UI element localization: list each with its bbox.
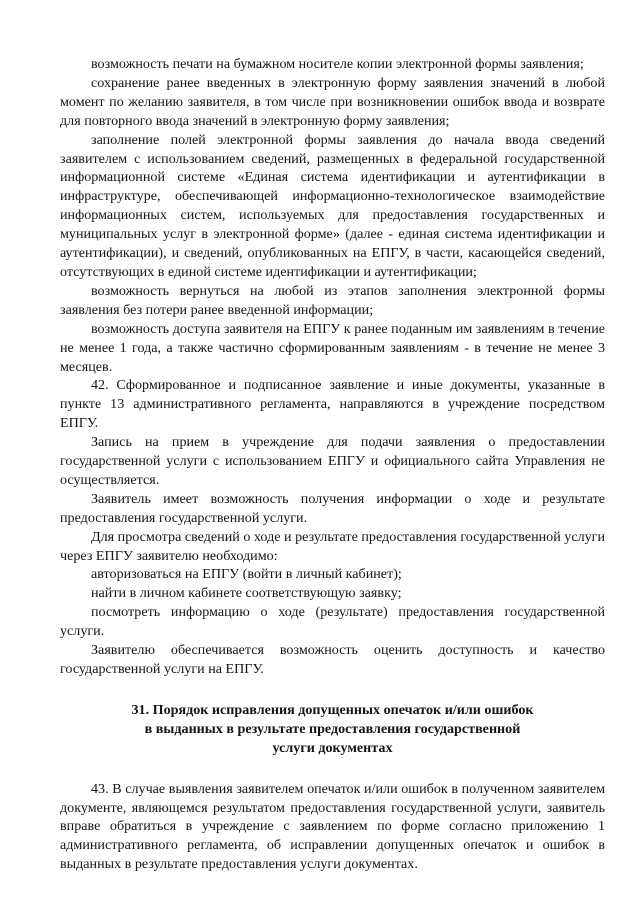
paragraph-find-request: найти в личном кабинете соответствующую заявку; <box>91 585 402 602</box>
paragraph-43: 43. В случае выявления заявителем опечаток и/или ошибок в полученном заявителем документе, являющемся результатом предоставления государственной услуги, заявитель вправе обратиться в учреждение с заявлением по форме согласно приложению 1 административного регламента, об исправлении допущенных опечаток и ошибок в выданных в результате предоставления услуги документах. <box>60 780 605 873</box>
paragraph-print-copy: возможность печати на бумажном носителе копии электронной формы заявления; <box>91 56 584 72</box>
section-heading-line: в выданных в результате предоставления государственной <box>144 720 521 737</box>
paragraph-status-info: Заявитель имеет возможность получения информации о ходе и результате предоставления государственной услуги. <box>60 490 605 526</box>
paragraph-42: 42. Сформированное и подписанное заявление и иные документы, указанные в пункте 13 административного регламента, направляются в учреждение посредством ЕПГУ. <box>60 377 605 432</box>
paragraph-authorize: авторизоваться на ЕПГУ (войти в личный кабинет); <box>91 566 402 583</box>
section-heading-line: 31. Порядок исправления допущенных опечаток и/или ошибок <box>131 701 534 718</box>
paragraph-view-status: Для просмотра сведений о ходе и результате предоставления государственной услуги через ЕПГУ заявителю необходимо: <box>60 528 605 564</box>
paragraph-quality-rating: Заявителю обеспечивается возможность оценить доступность и качество государственной услуги на ЕПГУ. <box>60 642 605 677</box>
section-spacer <box>60 758 605 780</box>
paragraph-view-result: посмотреть информацию о ходе (результате) предоставления государственной услуги. <box>60 604 605 640</box>
document-page <box>60 55 605 874</box>
paragraph-autofill: заполнение полей электронной формы заявления до начала ввода сведений заявителем с использованием сведений, размещенных в федеральной государственной информационной системе «Единая система идентификации и аутентификации в инфраструктуре, обеспечивающей информационно-технологическое взаимодействие информационных систем, используемых для предоставления государственных и муниципальных услуг в электронной форме» (далее - единая система идентификации и аутентификации), и сведений, опубликованных на ЕПГУ, в части, касающейся сведений, отсутствующих в единой системе идентификации и аутентификации; <box>60 131 605 280</box>
paragraph-appointment: Запись на прием в учреждение для подачи заявления о предоставлении государственной услуги с использованием ЕПГУ и официального сайта Управления не осуществляется. <box>60 434 605 488</box>
section-heading-line: услуги документах <box>272 739 393 756</box>
paragraph-return-step: возможность вернуться на любой из этапов заполнения электронной формы заявления без потери ранее введенной информации; <box>60 282 605 318</box>
paragraph-save-values: сохранение ранее введенных в электронную форму заявления значений в любой момент по желанию заявителя, в том числе при возникновении ошибок ввода и возврате для повторного ввода значений в электронную форму заявления; <box>60 74 605 129</box>
section-heading-31 <box>60 701 605 758</box>
paragraph-access-applications: возможность доступа заявителя на ЕПГУ к ранее поданным им заявлениям в течение не менее 1 года, а также частично сформированным заявлениям - в течение не менее 3 месяцев. <box>60 320 605 375</box>
